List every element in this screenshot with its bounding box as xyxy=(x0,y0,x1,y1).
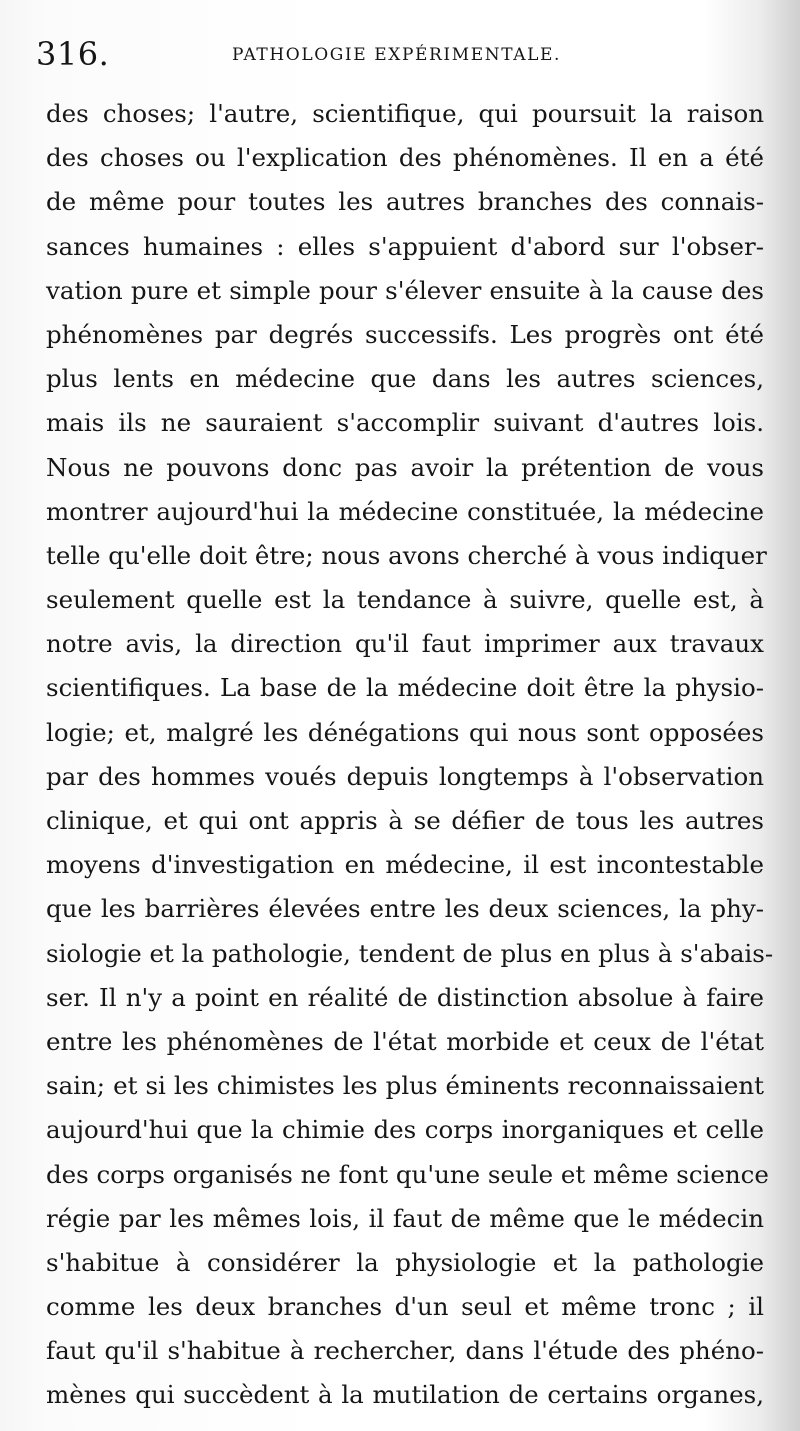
text-line: plus lents en médecine que dans les autres sciences, xyxy=(46,364,764,394)
text-line: de même pour toutes les autres branches des connais- xyxy=(46,187,764,217)
text-line: phénomènes par degrés successifs. Les progrès ont été xyxy=(46,319,764,349)
text-line: scientifiques. La base de la médecine doit être la physio- xyxy=(46,673,764,703)
text-line: clinique, et qui ont appris à se défier de tous les autres xyxy=(46,806,764,835)
text-line: mais ils ne sauraient s'accomplir suivant d'autres lois. xyxy=(46,408,764,438)
text-line: ser. Il n'y a point en réalité de distinction absolue à faire xyxy=(46,982,764,1012)
text-line: notre avis, la direction qu'il faut imprimer aux travaux xyxy=(46,629,764,659)
text-line: montrer aujourd'hui la médecine constituée, la médecine xyxy=(46,496,764,526)
text-line: des choses; l'autre, scientifique, qui poursuit la raison xyxy=(46,99,764,128)
text-line: faut qu'il s'habitue à rechercher, dans l'étude des phéno- xyxy=(46,1336,764,1366)
text-line: moyens d'investigation en médecine, il est incontestable xyxy=(46,850,764,880)
body-text xyxy=(46,92,774,1418)
text-line: entre les phénomènes de l'état morbide et ceux de l'état xyxy=(46,1026,764,1056)
text-line: siologie et la pathologie, tendent de plus en plus à s'abais- xyxy=(46,938,774,968)
text-line: sances humaines : elles s'appuient d'abord sur l'obser- xyxy=(46,231,764,261)
text-line: régie par les mêmes lois, il faut de même que le médecin xyxy=(46,1203,764,1233)
text-line: sain; et si les chimistes les plus éminents reconnaissaient xyxy=(46,1071,764,1101)
page-number: 316. xyxy=(36,35,110,73)
text-line: logie; et, malgré les dénégations qui nous sont opposées xyxy=(46,717,764,747)
text-line: seulement quelle est la tendance à suivre, quelle est, à xyxy=(46,585,764,615)
text-line: des corps organisés ne font qu'une seule et même science xyxy=(46,1159,769,1189)
text-line: Nous ne pouvons donc pas avoir la prétention de vous xyxy=(46,452,764,482)
text-line: comme les deux branches d'un seul et même tronc ; il xyxy=(46,1292,764,1322)
text-line: des choses ou l'explication des phénomènes. Il en a été xyxy=(46,143,764,173)
text-line: telle qu'elle doit être; nous avons cherché à vous indiquer xyxy=(46,540,767,570)
text-line: vation pure et simple pour s'élever ensuite à la cause des xyxy=(46,275,764,305)
text-line: par des hommes voués depuis longtemps à l'observation xyxy=(46,761,764,791)
running-title: PATHOLOGIE EXPÉRIMENTALE. xyxy=(232,45,562,65)
text-line: mènes qui succèdent à la mutilation de certains organes, xyxy=(46,1380,764,1410)
text-line: aujourd'hui que la chimie des corps inorganiques et celle xyxy=(46,1115,764,1145)
text-line: que les barrières élevées entre les deux sciences, la phy- xyxy=(46,894,764,924)
page-header xyxy=(36,34,686,74)
text-line: s'habitue à considérer la physiologie et la pathologie xyxy=(46,1247,764,1277)
